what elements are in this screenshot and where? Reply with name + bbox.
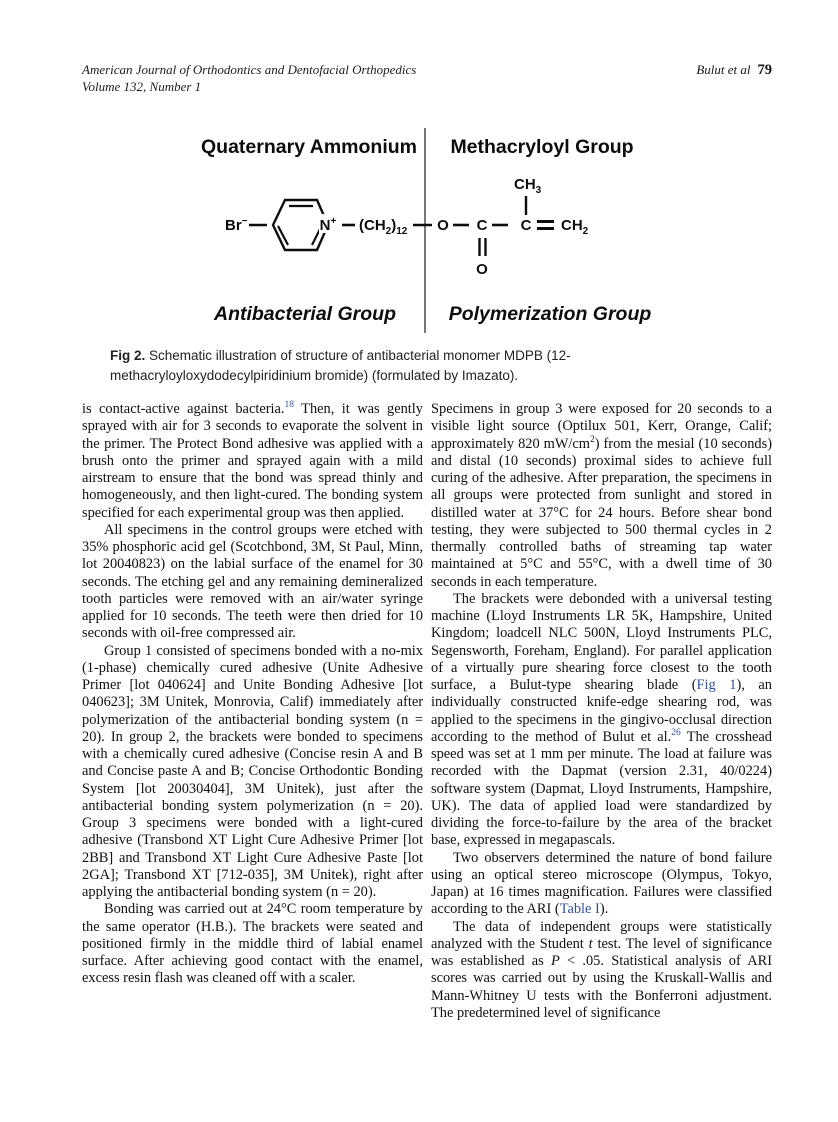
label-methacryloyl-group: Methacryloyl Group [450, 136, 634, 158]
label-polymerization-group: Polymerization Group [448, 303, 652, 325]
ester-oxygen-atom: O [437, 217, 449, 234]
double-bond-inner [278, 226, 288, 245]
text-segment: Then, it was gently sprayed with air for 3 seconds to evaporate the solvent in the primer. The Protect Bond adhesive was applied with a brush onto the primer and sprayed again with a mild airstream to ensure that the bond was spread thinly and homogeneously, and then light-cured. The bonding system specified for each experimental group was then applied. [82, 401, 423, 521]
carbonyl-carbon-atom: C [476, 217, 488, 234]
text-segment: test. The level of significance was established as [431, 935, 772, 969]
label-antibacterial-group: Antibacterial Group [213, 303, 397, 325]
figure-2 [150, 125, 710, 337]
running-head [82, 62, 416, 95]
paragraph [82, 401, 423, 522]
paragraph [431, 919, 772, 1023]
text-segment: t [588, 935, 593, 952]
paragraph [431, 401, 772, 591]
paragraph [431, 591, 772, 850]
text-segment: The brackets were debonded with a universal testing machine (Lloyd Instruments LR 5K, Hampshire, United Kingdom; loadcell NLC 500N, Lloyd Instruments PLC, Segensworth, Foreham, England). For parallel application of a virtually pure shearing force closest to the tooth surface, a Bulut-type shearing blade ( [431, 590, 772, 693]
page-number: 79 [757, 62, 772, 78]
text-segment: Two observers determined the nature of bond failure using an optical stereo microscope (Olympus, Tokyo, Japan) at 16 times magnification. Failures were classified according to the ARI ( [431, 849, 772, 918]
volume-number: Volume 132, Number 1 [82, 78, 202, 94]
text-segment: 2 [589, 434, 595, 445]
citation-link[interactable]: 26 [671, 727, 681, 738]
nitrogen-atom: N+ [319, 216, 337, 234]
citation-link[interactable]: 18 [284, 400, 294, 411]
journal-title: American Journal of Orthodontics and Dentofacial Orthopedics [82, 62, 417, 77]
left-column [82, 401, 423, 988]
text-segment: ). [599, 901, 609, 918]
running-head-right [696, 62, 772, 79]
alpha-carbon-atom: C [520, 217, 532, 234]
paragraph [82, 522, 423, 643]
text-segment: The data of independent groups were statistically analyzed with the Student [431, 918, 772, 952]
text-segment: The crosshead speed was set at 1 mm per minute. The load at failure was recorded with the Dapmat (version 2.31, 40/0224) software system (Dapmat, Lloyd Instruments, Hampshire, UK). The data of applied load were standardized by dividing the force-to-failure by the area of the bracket base, expressed in megapascals. [431, 728, 772, 849]
text-segment: ), an individually constructed knife-edge shearing rod, was applied to the specimens in the gingivo-occlusal direction according to the method of Bulut et al. [431, 677, 773, 745]
mdpb-structure-diagram [150, 125, 710, 337]
caption-text: Schematic illustration of structure of antibacterial monomer MDPB (12-methacryloyloxydodecylpiridinium bromide) (formulated by Imazato). [110, 348, 571, 383]
text-segment: Specimens in group 3 were exposed for 20 seconds to a visible light source (Optilux 501, Kerr, Orange, Calif; approximately 820 mW/cm [431, 401, 772, 452]
paragraph [82, 901, 423, 987]
carbonyl-oxygen-atom: O [476, 261, 488, 278]
methylene-group: $CH_2$ [561, 217, 589, 237]
paragraph [82, 643, 423, 902]
bromide-atom: Br− [225, 216, 248, 234]
text-segment: < .05. Statistical analysis of ARI scores was carried out by using the Kruskall-Wallis and Mann-Whitney U tests with the Bonferroni adjustment. The predetermined level of significance [431, 953, 772, 1021]
right-column [431, 401, 772, 1022]
paragraph [431, 850, 772, 919]
text-segment: All specimens in the control groups were etched with 35% phosphoric acid gel (Scotchbond, 3M, St Paul, Minn, lot 20040823) on the labial surface of the enamel for 30 seconds. The etching gel and any remaining demineralized tooth particles were removed with an air/water syringe applied for 10 seconds. The teeth were then dried for 10 seconds with oil-free compressed air. [82, 521, 423, 642]
alkyl-chain: $(CH_2)_{12}$ [359, 217, 408, 237]
text-segment: Group 1 consisted of specimens bonded with a no-mix (1-phase) chemically cured adhesive (Unite Adhesive Primer [lot 040624] and Unite Bonding Adhesive [lot 040623]; 3M Unitek, Monrovia, Calif) immediately after polymerization of the antibacterial bonding system (n = 20). In group 2, the brackets were bonded to specimens with a chemically cured adhesive (Concise resin A and B and Concise paste A and B; Concise Orthodontic Bonding System [lot 20030404], 3M Unitek), just after the antibacterial bonding system polymerization (n = 20). Group 3 specimens were bonded with a light-cured adhesive (Transbond XT Light Cure Adhesive Primer [lot 2BB] and Transbond XT Light Cure Adhesive Paste [lot 2GA]; Transbond XT [712-035], 3M Unitek), right after applying the antibacterial bonding system (n = 20). [82, 642, 423, 900]
authors: Bulut et al [696, 62, 751, 77]
text-segment: ) from the mesial (10 seconds) and distal (10 seconds) proximal sides to achieve full curing of the adhesive. After preparation, the specimens in all groups were protected from sunlight and stored in distilled water at 37°C for 24 hours. Before shear bond testing, they were subjected to 500 thermal cycles in 2 thermally controlled baths of streaming tap water maintained at 5°C and 55°C, with a dwell time of 30 seconds in each temperature. [431, 435, 772, 590]
label-quaternary-ammonium: Quaternary Ammonium [201, 136, 417, 158]
text-segment: Bonding was carried out at 24°C room temperature by the same operator (H.B.). The brackets were seated and positioned firmly in the middle third of labial enamel surface. After achieving good contact with the enamel, excess resin flash was cleaned off with a scaler. [82, 901, 423, 987]
figure-caption [110, 346, 750, 385]
methyl-group: $CH_3$ [514, 176, 542, 196]
citation-link[interactable]: Table I [559, 901, 600, 918]
citation-link[interactable]: Fig 1 [696, 677, 737, 693]
text-segment: P [551, 953, 560, 969]
caption-label: Fig 2. [110, 348, 146, 363]
text-segment: is contact-active against bacteria. [82, 401, 285, 417]
